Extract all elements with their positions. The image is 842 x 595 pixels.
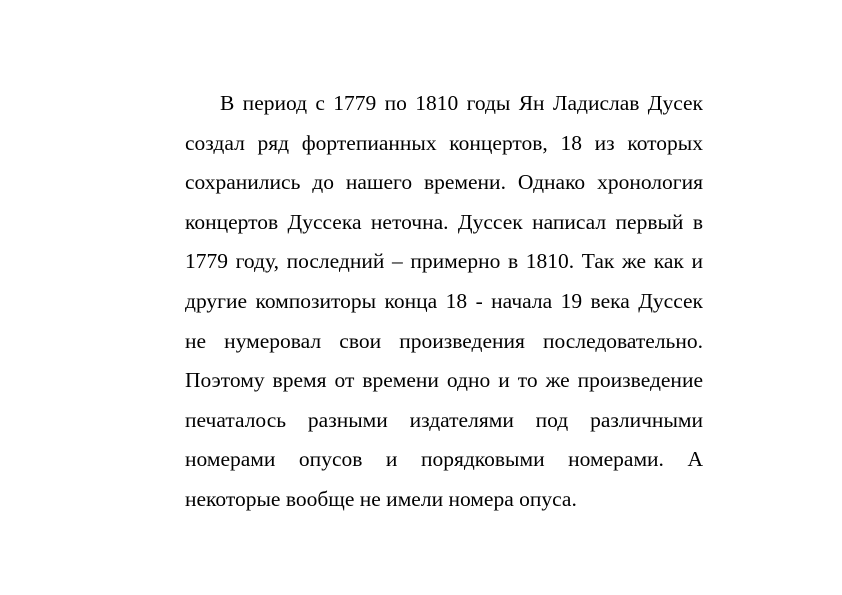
paragraph-line: создал ряд фортепианных концертов, 18 из которых (185, 130, 703, 155)
paragraph-line: концертов Дуссека неточна. Дуссек написал первый в (185, 209, 703, 234)
paragraph-line: сохранились до нашего времени. Однако хронология (185, 170, 703, 195)
paragraph-line: печаталось разными издателями под различными (185, 407, 703, 432)
paragraph (185, 84, 703, 520)
paragraph-line: не нумеровал свои произведения последовательно. (185, 328, 703, 353)
paragraph-line: В период с 1779 по 1810 годы Ян Ладислав Дусек (220, 91, 703, 115)
paragraph-line: номерами опусов и порядковыми номерами. А (185, 447, 703, 472)
paragraph-line: некоторые вообще не имели номера опуса. (185, 486, 577, 511)
paragraph-line: Поэтому время от времени одно и то же произведение (185, 368, 703, 393)
paragraph-line: другие композиторы конца 18 - начала 19 века Дуссек (185, 288, 703, 313)
paragraph-line: 1779 году, последний – примерно в 1810. Так же как и (185, 249, 703, 274)
